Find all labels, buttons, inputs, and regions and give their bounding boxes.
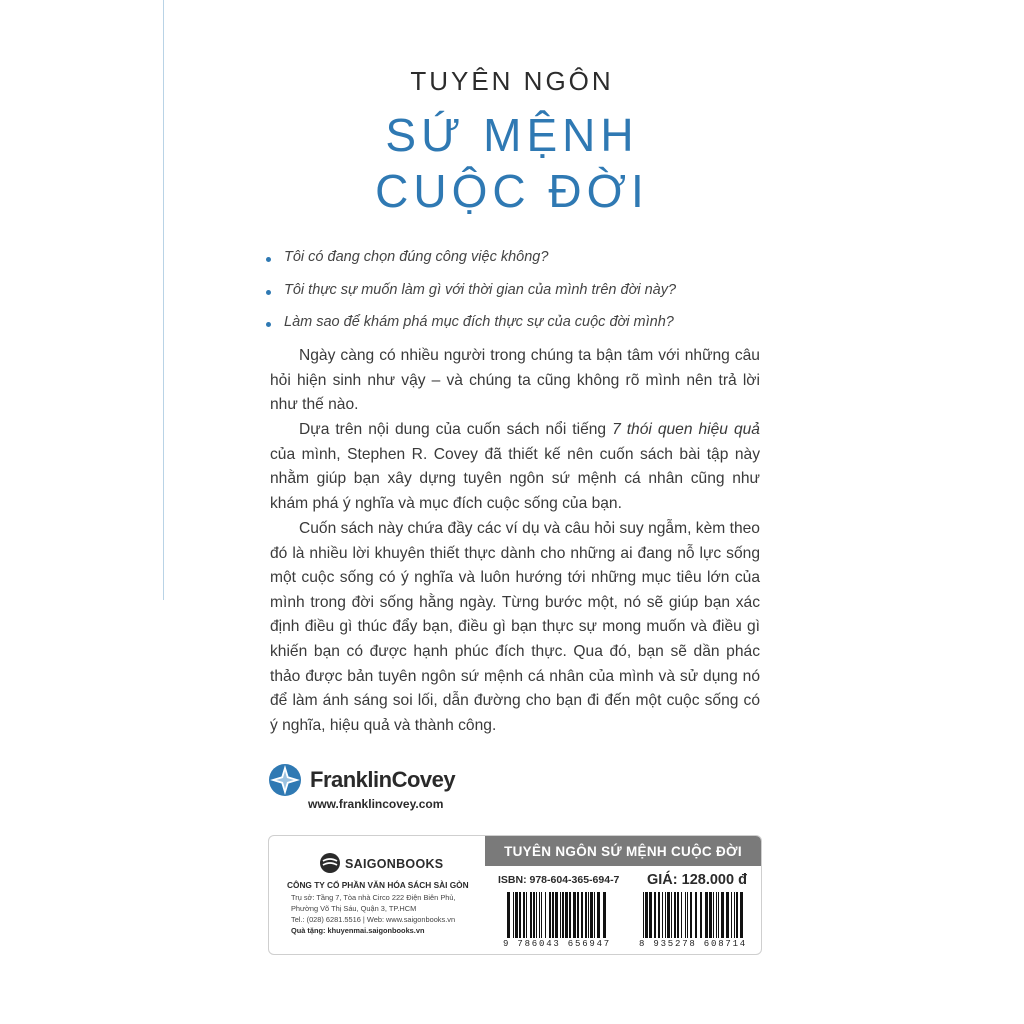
paragraph-3: Cuốn sách này chứa đầy các ví dụ và câu hỏi suy ngẫm, kèm theo đó là nhiều lời khuyên thiết thực dành cho những ai đang nỗ lực sống một cuộc sống có ý nghĩa và luôn hướng tới những mục tiêu lớn của mình trong đời sống hằng ngày. Từng bước một, nó sẽ giúp bạn xác định điều gì thúc đẩy bạn, điều gì bạn thực sự mong muốn và điều gì khiến bạn có được hạnh phúc đích thực. Qua đó, bạn sẽ dần phác thảo được bản tuyên ngôn sứ mệnh cá nhân của mình và sử dụng nó để làm ánh sáng soi lối, dẫn đường cho bạn đi đến một cuộc sống có ý nghĩa, hiệu quả và thành công. (270, 520, 760, 734)
title-line-2: SỨ MỆNH (385, 109, 639, 161)
franklincovey-logo (268, 763, 568, 799)
book-title-bar: TUYÊN NGÔN SỨ MỆNH CUỘC ĐỜI (485, 836, 761, 866)
bullet-icon (266, 257, 271, 262)
isbn-barcode-number: 9 786043 656947 (503, 939, 612, 949)
bullet-icon (266, 322, 271, 327)
isbn-label: ISBN: 978-604-365-694-7 (498, 874, 620, 886)
barcode-icon (641, 892, 749, 938)
question-item: Làm sao để khám phá mục đích thực sự của cuộc đời mình? (272, 308, 772, 341)
title-line-1: TUYÊN NGÔN (410, 66, 614, 96)
compass-icon (268, 763, 302, 797)
franklincovey-wordmark: FranklinCovey (310, 767, 456, 792)
bullet-icon (266, 290, 271, 295)
franklincovey-url: www.franklincovey.com (308, 797, 444, 811)
book-title-reference: 7 thói quen hiệu quả (612, 421, 760, 438)
contact-line: Tel.: (028) 6281.5516 | Web: www.saigonbooks.vn (291, 915, 456, 924)
publisher-block (269, 836, 484, 954)
imprint-panel (268, 835, 762, 955)
paragraph-2: Dựa trên nội dung của cuốn sách nổi tiếng 7 thói quen hiệu quả của mình, Stephen R. Covey đã thiết kế nên cuốn sách bài tập này nhằm giúp bạn xây dựng tuyên ngôn sứ mệnh cá nhân cũng như khám phá ý nghĩa và mục đích cuộc sống của bạn. (270, 421, 760, 512)
price-label: GIÁ: 128.000 đ (647, 872, 747, 888)
paragraph-1: Ngày càng có nhiều người trong chúng ta bận tâm với những câu hỏi hiện sinh như vậy – và chúng ta cũng không rõ mình nên trả lời như thế nào. (270, 347, 760, 414)
question-list (272, 243, 772, 341)
address-line-2: Phường Võ Thị Sáu, Quận 3, TP.HCM (291, 904, 417, 913)
saigonbooks-logo (319, 850, 459, 878)
saigonbooks-wordmark: SAIGONBOOKS (345, 857, 444, 871)
question-item: Tôi có đang chọn đúng công việc không? (272, 243, 772, 276)
title-line-3: CUỘC ĐỜI (375, 165, 649, 217)
gift-line: Quà tặng: khuyenmai.saigonbooks.vn (291, 926, 425, 935)
question-item: Tôi thực sự muốn làm gì với thời gian của mình trên đời này? (272, 276, 772, 309)
company-name: CÔNG TY CỔ PHẦN VĂN HÓA SÁCH SÀI GÒN (287, 880, 469, 890)
saigonbooks-icon (319, 852, 341, 874)
barcode-icon (505, 892, 613, 938)
address-line-1: Trụ sở: Tầng 7, Tòa nhà Circo 222 Điện Biên Phủ, (291, 893, 456, 902)
product-barcode-number: 8 935278 608714 (639, 939, 748, 949)
